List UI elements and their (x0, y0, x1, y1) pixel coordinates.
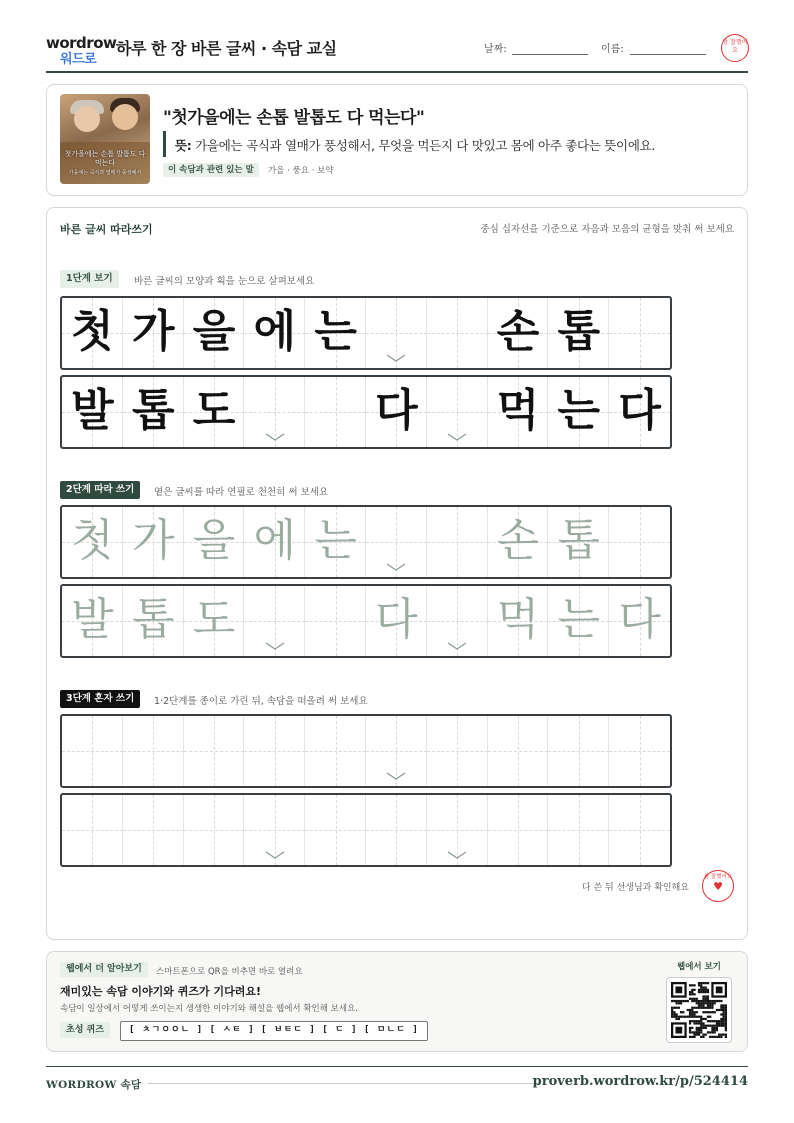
model-character: 다 (375, 385, 418, 436)
writing-cell (184, 377, 245, 447)
illustration-caption: 첫가을에는 손톱 발톱도 다 먹는다 가을에는 곡식과 열매가 풍성해서 (64, 150, 146, 176)
practice-hint: 중심 십자선을 기준으로 자음과 모음의 균형을 맞춰 써 보세요 (480, 224, 734, 235)
writing-cell[interactable] (548, 586, 609, 656)
qr-code[interactable] (666, 977, 732, 1043)
footer-divider (46, 1066, 748, 1067)
writing-cell (609, 298, 670, 368)
writing-cell (488, 377, 549, 447)
writing-cell (244, 298, 305, 368)
proverb-illustration (60, 94, 150, 184)
model-character: 다 (618, 385, 661, 436)
writing-row[interactable] (60, 714, 672, 788)
footer-url[interactable]: proverb.wordrow.kr/p/524414 (532, 1074, 748, 1089)
proverb-text: "첫가을에는 손톱 발톱도 다 먹는다" (163, 108, 425, 128)
writing-cell[interactable] (184, 586, 245, 656)
trace-character: 손 (496, 515, 540, 566)
writing-cell[interactable] (244, 716, 305, 786)
trace-character: 을 (192, 515, 236, 566)
writing-cell[interactable] (488, 716, 549, 786)
trace-character: 는 (557, 594, 601, 645)
writing-cell[interactable] (184, 507, 245, 577)
writing-cell (548, 377, 609, 447)
trace-character: 톱 (557, 515, 601, 566)
web-more-tag: 웹에서 더 알아보기 (60, 962, 148, 977)
meaning-accent-bar (163, 131, 166, 157)
writing-cell[interactable] (366, 586, 427, 656)
model-character: 가 (131, 306, 175, 357)
name-label: 이름: (601, 44, 624, 55)
meaning-text: 가을에는 곡식과 열매가 풍성해서, 무엇을 먹든지 다 맛있고 몸에 아주 좋다는 뜻이에요. (195, 138, 656, 153)
space-mark-icon (265, 433, 285, 441)
step2-tag: 2단계 따라 쓰기 (60, 481, 140, 499)
step2-description: 옅은 글씨를 따라 연필로 천천히 써 보세요 (154, 487, 329, 498)
writing-cell[interactable] (609, 586, 670, 656)
writing-cell[interactable] (548, 795, 609, 865)
model-character: 도 (192, 385, 236, 436)
writing-cell (123, 377, 184, 447)
writing-cell[interactable] (184, 795, 245, 865)
heart-stamp-text: 참 잘했어요 (703, 874, 733, 880)
model-character: 발 (71, 385, 114, 436)
writing-cell (488, 298, 549, 368)
boy-figure (112, 104, 138, 130)
space-mark-icon (447, 851, 467, 859)
qr-label: 웹에서 보기 (676, 962, 721, 972)
writing-row[interactable] (60, 584, 672, 658)
teacher-check-note: 다 쓴 뒤 선생님과 확인해요 (581, 883, 689, 893)
writing-cell[interactable] (366, 507, 427, 577)
web-more-description: 스마트폰으로 QR을 비추면 바로 열려요 (156, 967, 303, 977)
space-mark-icon (386, 354, 406, 362)
writing-cell[interactable] (305, 507, 366, 577)
praise-stamp-text: 참 잘했어요 (722, 39, 748, 54)
writing-cell (62, 377, 123, 447)
trace-character: 다 (375, 594, 418, 645)
writing-row[interactable] (60, 505, 672, 579)
writing-cell[interactable] (548, 507, 609, 577)
space-mark-icon (386, 563, 406, 571)
writing-cell[interactable] (62, 795, 123, 865)
model-character: 먹 (496, 385, 540, 436)
web-headline: 재미있는 속담 이야기와 퀴즈가 기다려요! (60, 985, 261, 998)
space-mark-icon (265, 642, 285, 650)
wordrow-logo (46, 34, 117, 67)
web-description: 속담이 일상에서 어떻게 쓰이는지 생생한 이야기와 해설을 웹에서 확인해 보세요. (60, 1004, 358, 1014)
model-character: 는 (314, 306, 357, 357)
writing-cell (62, 298, 123, 368)
writing-cell (244, 377, 305, 447)
trace-character: 톱 (131, 594, 175, 645)
trace-character: 도 (192, 594, 236, 645)
writing-cell[interactable] (123, 795, 184, 865)
model-character: 첫 (71, 306, 114, 357)
praise-stamp-icon (721, 34, 749, 62)
writing-row[interactable] (60, 793, 672, 867)
step3-description: 1·2단계를 종이로 가린 뒤, 속담을 떠올려 써 보세요 (154, 696, 368, 707)
model-character: 톱 (131, 385, 175, 436)
trace-character: 먹 (496, 594, 540, 645)
footer-line (148, 1083, 540, 1084)
writing-cell[interactable] (305, 716, 366, 786)
writing-cell (305, 298, 366, 368)
writing-row (60, 296, 672, 370)
practice-title: 바른 글씨 따라쓰기 (60, 223, 153, 236)
space-mark-icon (447, 433, 467, 441)
writing-cell[interactable] (244, 795, 305, 865)
writing-cell[interactable] (184, 716, 245, 786)
writing-cell[interactable] (123, 586, 184, 656)
trace-character: 에 (253, 515, 297, 566)
model-character: 을 (192, 306, 236, 357)
writing-cell (123, 298, 184, 368)
space-mark-icon (265, 851, 285, 859)
logo-text-top: wordrow (46, 34, 117, 52)
step1-description: 바른 글씨의 모양과 획을 눈으로 살펴보세요 (134, 276, 315, 287)
grandmother-figure (74, 106, 100, 132)
writing-cell[interactable] (427, 586, 488, 656)
writing-cell (184, 298, 245, 368)
trace-character: 다 (618, 594, 661, 645)
writing-cell[interactable] (427, 716, 488, 786)
heart-stamp-icon (702, 870, 734, 902)
writing-cell (366, 298, 427, 368)
writing-cell[interactable] (305, 795, 366, 865)
step1-tag: 1단계 보기 (60, 270, 119, 288)
writing-cell (609, 377, 670, 447)
footer-brand: WORDROW 속담 (46, 1079, 142, 1091)
model-character: 톱 (557, 306, 601, 357)
related-words-tag: 이 속담과 관련 있는 말 (163, 163, 259, 177)
name-field[interactable] (630, 54, 706, 55)
date-field[interactable] (512, 54, 588, 55)
writing-cell[interactable] (123, 716, 184, 786)
writing-cell[interactable] (609, 795, 670, 865)
initials-quiz-answer: [ ㅊㄱㅇㅇㄴ ] [ ㅅㅌ ] [ ㅂㅌㄷ ] [ ㄷ ] [ ㅁㄴㄷ ] (120, 1021, 428, 1041)
date-label: 날짜: (484, 44, 507, 55)
trace-character: 첫 (71, 515, 114, 566)
writing-cell[interactable] (488, 507, 549, 577)
step3-tag: 3단계 혼자 쓰기 (60, 690, 140, 708)
qr-code-icon (671, 982, 727, 1038)
model-character: 는 (557, 385, 601, 436)
writing-cell[interactable] (62, 586, 123, 656)
writing-cell[interactable] (366, 716, 427, 786)
logo-text-bottom: 워드로 (60, 52, 97, 67)
model-character: 손 (496, 306, 540, 357)
space-mark-icon (447, 642, 467, 650)
writing-cell[interactable] (488, 795, 549, 865)
writing-cell[interactable] (609, 507, 670, 577)
trace-character: 발 (71, 594, 114, 645)
trace-character: 는 (314, 515, 357, 566)
header-divider (46, 71, 748, 73)
writing-cell[interactable] (244, 586, 305, 656)
proverb-meaning (175, 136, 655, 154)
writing-cell[interactable] (366, 795, 427, 865)
trace-character: 가 (131, 515, 175, 566)
writing-row (60, 375, 672, 449)
writing-cell[interactable] (62, 716, 123, 786)
heart-icon: ♥ (713, 880, 723, 893)
writing-cell (366, 377, 427, 447)
writing-cell[interactable] (244, 507, 305, 577)
writing-cell[interactable] (427, 507, 488, 577)
initials-quiz-tag: 초성 퀴즈 (60, 1022, 110, 1038)
writing-cell[interactable] (488, 586, 549, 656)
writing-cell[interactable] (548, 716, 609, 786)
page-title: 하루 한 장 바른 글씨 · 속담 교실 (116, 39, 337, 58)
writing-cell (305, 377, 366, 447)
writing-cell[interactable] (123, 507, 184, 577)
space-mark-icon (386, 772, 406, 780)
writing-cell (427, 298, 488, 368)
writing-cell[interactable] (427, 795, 488, 865)
writing-cell[interactable] (62, 507, 123, 577)
writing-cell (427, 377, 488, 447)
writing-cell (548, 298, 609, 368)
related-words: 가을 · 풍요 · 보약 (268, 166, 334, 176)
writing-cell[interactable] (609, 716, 670, 786)
model-character: 에 (253, 306, 297, 357)
meaning-label: 뜻: (175, 138, 192, 153)
writing-cell[interactable] (305, 586, 366, 656)
